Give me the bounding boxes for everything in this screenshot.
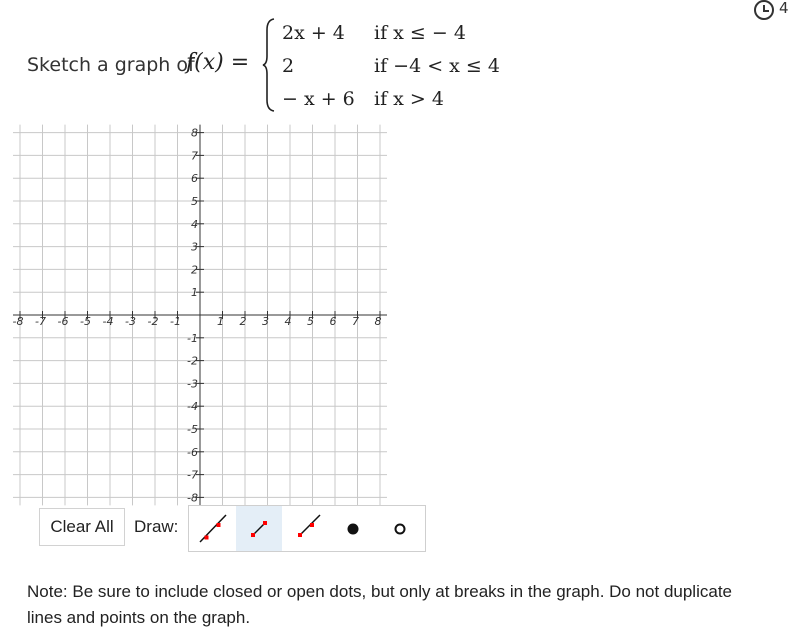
draw-tool-group <box>188 505 426 552</box>
x-tick-label: 7 <box>352 315 359 328</box>
segment-tool[interactable] <box>236 506 282 551</box>
x-tick-label: 5 <box>307 315 314 328</box>
x-tick-label: -8 <box>12 315 24 328</box>
piecewise-brace <box>262 18 276 112</box>
x-tick-label: -6 <box>57 315 69 328</box>
line-icon <box>189 506 235 551</box>
x-tick-label: -5 <box>80 315 91 328</box>
x-tick-label: -2 <box>147 315 159 328</box>
case-1-expression: 2x + 4 <box>282 22 345 44</box>
y-tick-label: -7 <box>187 468 198 482</box>
clear-all-button[interactable]: Clear All <box>39 508 125 546</box>
x-tick-label: -1 <box>170 315 181 328</box>
closed-dot-icon <box>330 506 376 551</box>
y-tick-label: 7 <box>191 149 198 163</box>
x-tick-label: -4 <box>102 315 114 328</box>
graph-canvas[interactable] <box>12 122 404 505</box>
y-tick-label: 5 <box>191 195 198 208</box>
open-dot-tool[interactable] <box>377 506 423 551</box>
y-tick-label: -5 <box>187 423 198 436</box>
note-text: Note: Be sure to include closed or open dots, but only at breaks in the graph. Do not duplicate lines and points on the graph. <box>27 582 732 627</box>
closed-dot-tool[interactable] <box>330 506 376 551</box>
question-prompt: Sketch a graph of <box>27 54 195 76</box>
function-name: f(x) <box>186 50 224 75</box>
x-tick-label: 2 <box>239 315 247 328</box>
x-tick-label: 6 <box>329 315 337 328</box>
y-tick-label: 2 <box>191 263 198 277</box>
case-3-expression: − x + 6 <box>282 88 355 110</box>
y-tick-label: -1 <box>187 331 198 345</box>
graph-svg[interactable] <box>12 122 404 505</box>
clock-icon <box>754 0 774 20</box>
function-definition <box>186 50 249 75</box>
y-tick-label: -4 <box>187 400 198 414</box>
y-tick-label: 4 <box>191 217 198 231</box>
y-tick-label: 1 <box>191 286 198 300</box>
case-1-condition: if x ≤ − 4 <box>374 22 466 44</box>
y-tick-label: -6 <box>187 445 198 459</box>
draw-label: Draw: <box>134 517 179 536</box>
case-2-expression: 2 <box>282 55 295 77</box>
equals-sign: = <box>230 50 250 75</box>
y-tick-label: 8 <box>191 126 198 140</box>
open-dot-icon <box>377 506 423 551</box>
x-tick-label: 1 <box>217 315 224 328</box>
case-3-condition: if x > 4 <box>374 88 444 110</box>
segment-icon <box>236 506 282 551</box>
case-2-condition: if −4 < x ≤ 4 <box>374 55 500 77</box>
x-tick-label: -7 <box>35 315 46 328</box>
y-tick-label: -3 <box>187 377 198 391</box>
ray-icon <box>283 506 329 551</box>
ray-tool[interactable] <box>283 506 329 551</box>
x-tick-label: -3 <box>125 315 136 328</box>
x-tick-label: 3 <box>262 315 269 328</box>
x-tick-label: 8 <box>374 315 382 328</box>
timer-text: 4 <box>779 0 789 17</box>
y-tick-label: 3 <box>191 240 198 254</box>
y-tick-label: -2 <box>187 354 198 368</box>
y-tick-label: -8 <box>187 491 198 505</box>
y-tick-label: 6 <box>191 172 198 186</box>
line-tool[interactable] <box>189 506 235 551</box>
x-tick-label: 4 <box>284 315 292 328</box>
